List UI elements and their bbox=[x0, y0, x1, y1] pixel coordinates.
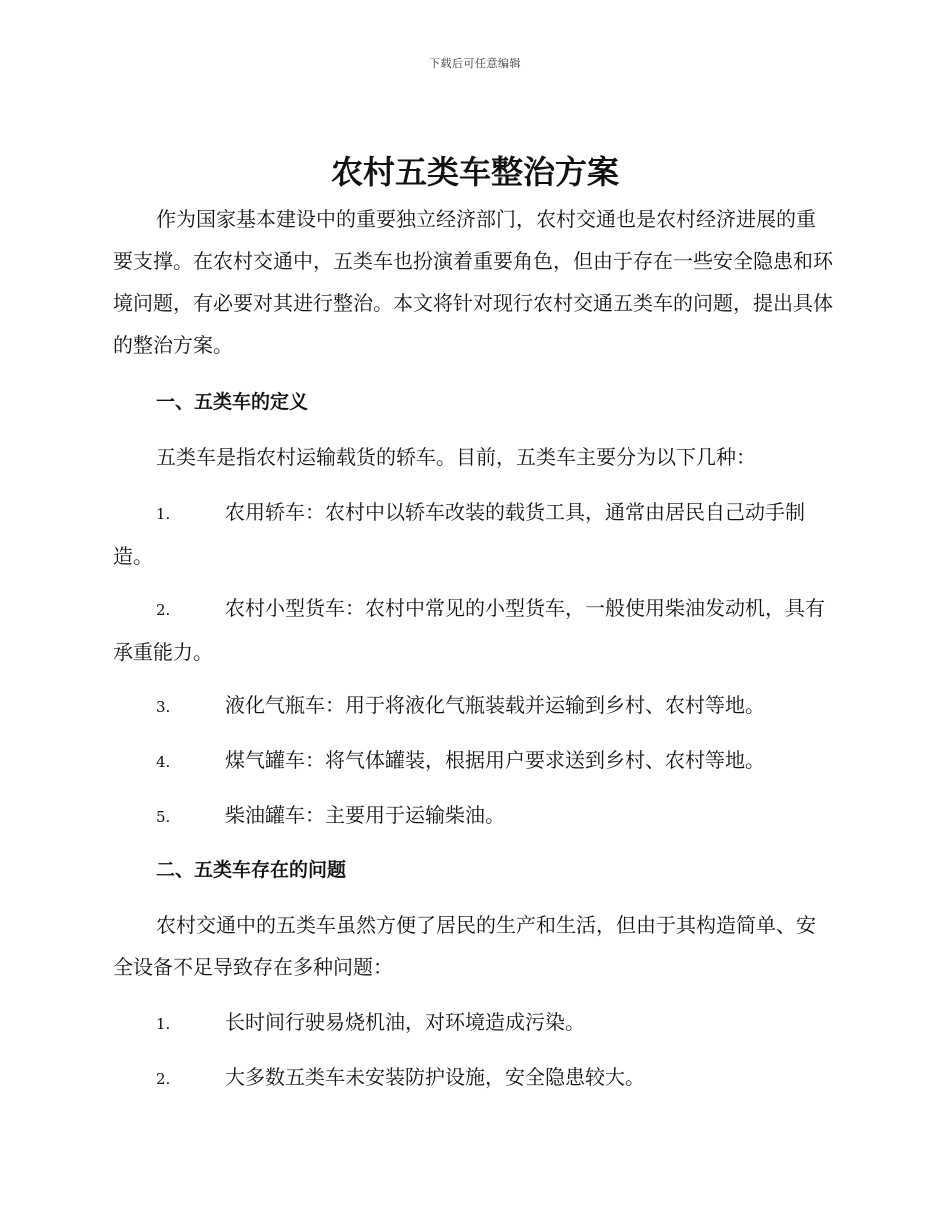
list-number: 2. bbox=[156, 601, 171, 619]
list-number: 3. bbox=[156, 698, 171, 716]
list-text: 长时间行驶易烧机油，对环境造成污染。 bbox=[225, 1010, 585, 1034]
problems-paragraph: 农村交通中的五类车虽然方便了居民的生产和生活，但由于其构造简单、安全设备不足导致存在多种问题： bbox=[113, 913, 816, 979]
section-heading-definition: 一、五类车的定义 bbox=[156, 391, 309, 413]
list-text: 煤气罐车：将气体罐装，根据用户要求送到乡村、农村等地。 bbox=[225, 748, 765, 772]
list-number: 4. bbox=[156, 753, 171, 771]
list-item bbox=[113, 684, 833, 728]
list-item bbox=[113, 587, 833, 673]
section-heading-problems: 二、五类车存在的问题 bbox=[156, 859, 347, 881]
list-number: 1. bbox=[156, 1015, 171, 1033]
list-text: 农用轿车：农村中以轿车改装的载货工具，通常由居民自己动手制造。 bbox=[113, 500, 805, 568]
list-text: 柴油罐车：主要用于运输柴油。 bbox=[225, 803, 505, 827]
list-number: 5. bbox=[156, 808, 171, 826]
list-text: 大多数五类车未安装防护设施，安全隐患较大。 bbox=[225, 1065, 645, 1089]
list-number: 2. bbox=[156, 1070, 171, 1088]
list-text: 农村小型货车：农村中常见的小型货车，一般使用柴油发动机，具有承重能力。 bbox=[113, 596, 825, 664]
list-item bbox=[113, 1056, 833, 1100]
list-number: 1. bbox=[156, 505, 171, 523]
list-item bbox=[113, 1001, 833, 1045]
list-item bbox=[113, 794, 833, 838]
list-item bbox=[113, 739, 833, 783]
document-title: 农村五类车整治方案 bbox=[330, 153, 619, 191]
definition-paragraph: 五类车是指农村运输载货的轿车。目前，五类车主要分为以下几种： bbox=[156, 445, 756, 469]
header-note: 下载后可任意编辑 bbox=[429, 57, 521, 70]
list-text: 液化气瓶车：用于将液化气瓶装载并运输到乡村、农村等地。 bbox=[225, 693, 765, 717]
intro-paragraph: 作为国家基本建设中的重要独立经济部门，农村交通也是农村经济进展的重要支撑。在农村交通中，五类车也扮演着重要角色，但由于存在一些安全隐患和环境问题，有必要对其进行整治。本文将针对现行农村交通五类车的问题，提出具体的整治方案。 bbox=[113, 207, 833, 357]
list-item bbox=[113, 491, 833, 577]
